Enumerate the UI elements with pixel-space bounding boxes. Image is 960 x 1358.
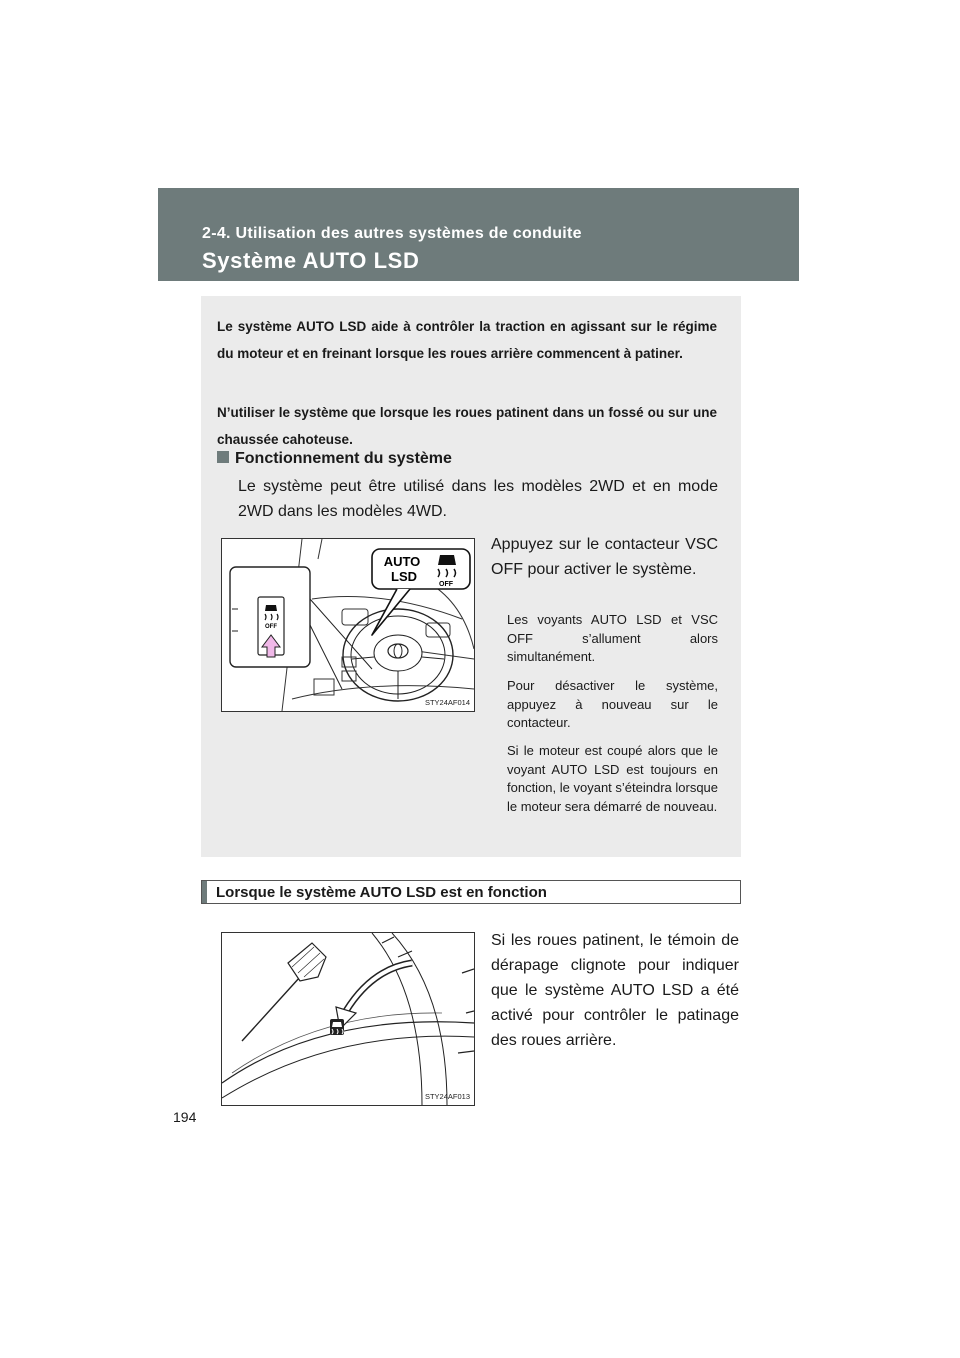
figure-code: STY24AF013 xyxy=(424,1092,470,1101)
section-heading-bar xyxy=(201,880,741,904)
operation-heading-text: Fonctionnement du système xyxy=(235,450,452,467)
note-1: Les voyants AUTO LSD et VSC OFF s’allument alors simultanément. xyxy=(507,612,718,664)
callout-auto-text: AUTO xyxy=(383,554,421,569)
info-panel xyxy=(201,296,741,857)
dashboard-switch-illustration xyxy=(221,538,475,712)
speedometer-drawing xyxy=(222,933,474,1105)
switch-off-text: OFF xyxy=(265,624,277,630)
chapter-header xyxy=(158,188,799,281)
gauge-illustration xyxy=(221,932,475,1106)
note-3: Si le moteur est coupé alors que le voyant AUTO LSD est toujours en fonction, le voyant s’éteindra lorsque le moteur sera démarré de nouveau. xyxy=(507,743,719,814)
operation-text: Le système peut être utilisé dans les modèles 2WD et en mode 2WD dans les modèles 4WD. xyxy=(238,478,718,520)
intro-paragraph-1: Le système AUTO LSD aide à contrôler la traction en agissant sur le régime du moteur et en freinant lorsque les roues arrière commencent à patiner. xyxy=(217,319,717,361)
square-bullet-icon xyxy=(217,451,229,463)
skid-indicator-icon xyxy=(330,1019,344,1035)
section-body-text: Si les roues patinent, le témoin de dérapage clignote pour indiquer que le système AUTO LSD a été activé pour contrôler le patinage des roues arrière. xyxy=(491,932,739,1049)
page-number: 194 xyxy=(173,1109,197,1125)
section-label: 2-4. Utilisation des autres systèmes de conduite xyxy=(202,225,582,242)
page-title: Système AUTO LSD xyxy=(202,248,420,273)
steering-wheel-drawing xyxy=(222,539,474,711)
figure-code: STY24AF014 xyxy=(424,698,470,707)
callout-off-text: OFF xyxy=(439,581,453,588)
intro-paragraph-2: N’utiliser le système que lorsque les roues patinent dans un fossé ou sur une chaussée cahoteuse. xyxy=(217,405,717,447)
instruction-text: Appuyez sur le contacteur VSC OFF pour activer le système. xyxy=(491,536,718,578)
section-heading-text: Lorsque le système AUTO LSD est en fonction xyxy=(216,884,547,901)
callout-lsd-text: LSD xyxy=(391,569,417,584)
operation-heading xyxy=(217,450,452,468)
note-2: Pour désactiver le système, appuyez à nouveau sur le contacteur. xyxy=(507,678,718,730)
